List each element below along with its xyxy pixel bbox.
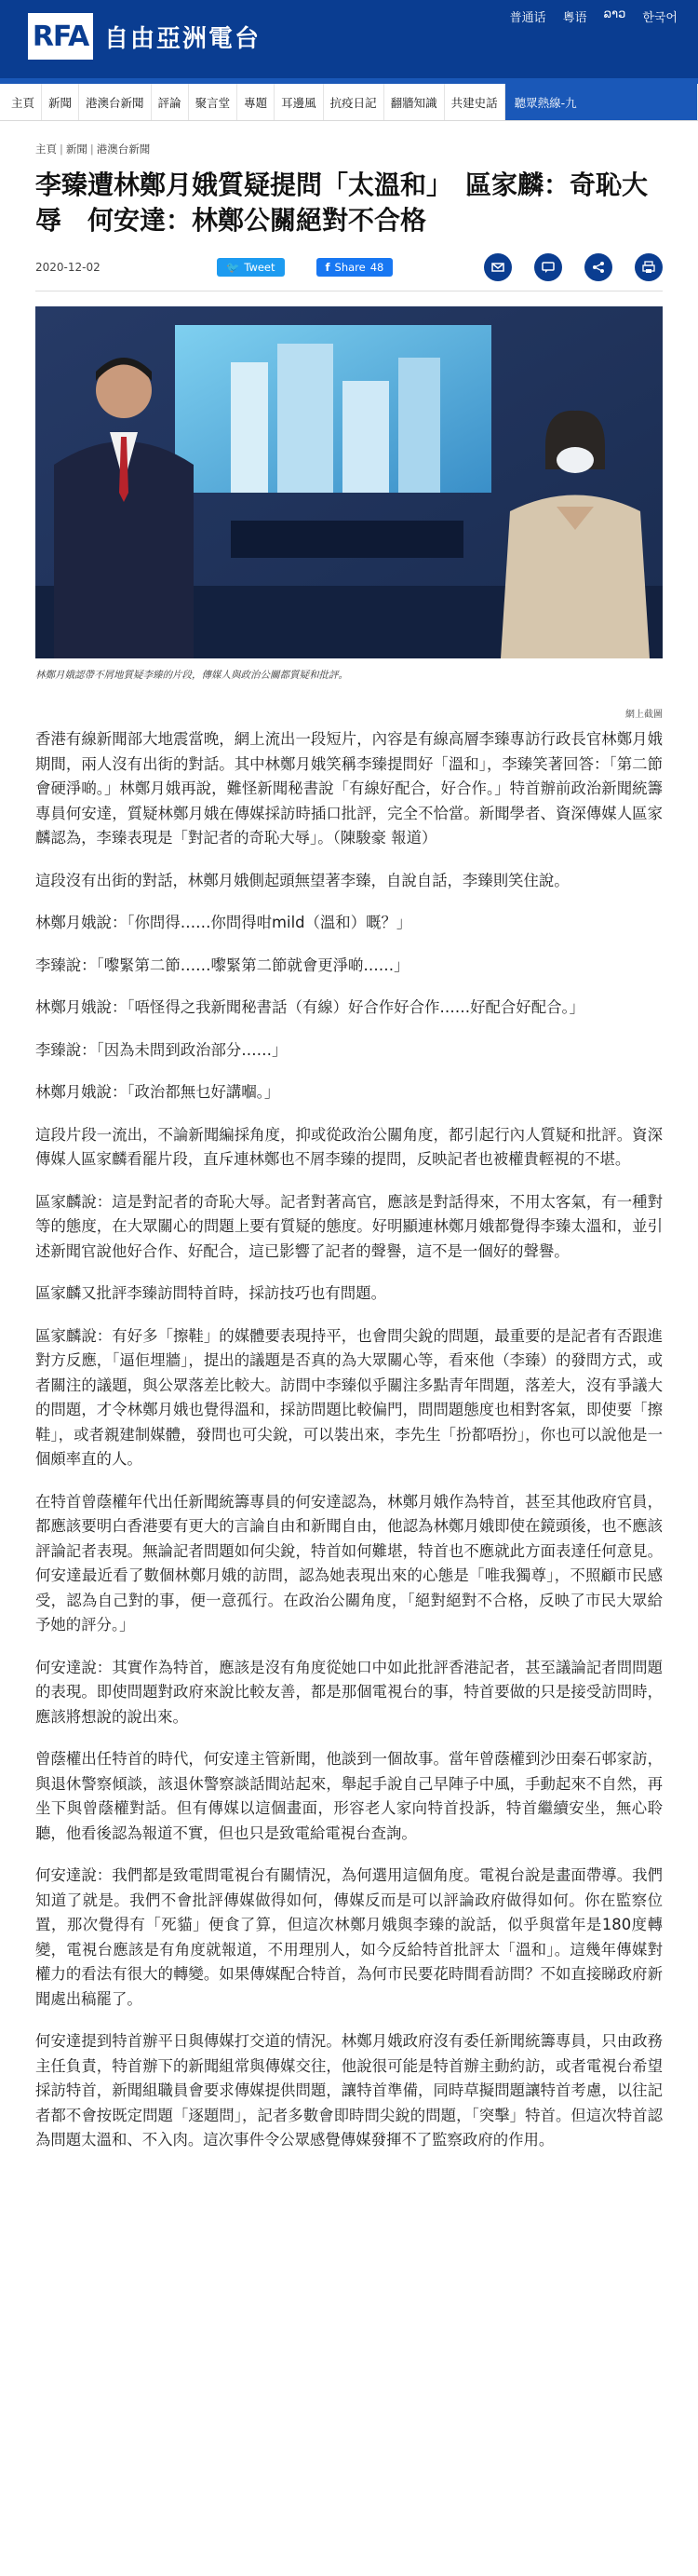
tweet-label: Tweet: [244, 261, 275, 274]
nav-item-hotline[interactable]: 聽眾熱線-九: [505, 84, 698, 120]
breadcrumb-hk-news[interactable]: 港澳台新聞: [96, 142, 151, 156]
paragraph: 區家麟說：這是對記者的奇恥大辱。記者對著高官，應該是對話得來，不用太客氣，有一種對等的態度，在大眾關心的問題上要有質疑的態度。好明顯連林鄭月娥都覺得李臻太溫和，並引述新聞官說他好合作、好配合，這已影響了記者的聲譽，這不是一個好的聲譽。: [35, 1192, 663, 1260]
nav-item-history[interactable]: 共建史話: [445, 84, 505, 120]
nav-item-firewall[interactable]: 翻牆知識: [384, 84, 445, 120]
lang-link-mandarin[interactable]: 普通话: [509, 11, 546, 25]
article-meta: [35, 251, 663, 283]
lang-link-cantonese[interactable]: 粵语: [562, 11, 587, 25]
main-nav: [0, 84, 698, 121]
breadcrumb-news[interactable]: 新聞: [65, 142, 87, 156]
nav-item-pandemic-diary[interactable]: 抗疫日記: [324, 84, 384, 120]
paragraph: 區家麟說：有好多「擦鞋」的媒體要表現持平，也會問尖銳的問題，最重要的是記者有否跟進對方反應，「逼佢埋牆」，提出的議題是否真的為大眾關心等，看來他（李臻）的發問方式，或者關注的議題，與公眾落差比較大。訪問中李臻似乎關注多點青年問題，落差大，沒有爭議大的問題，才令林鄭月娥也覺得溫和，採訪問題比較偏門，問問題態度也相對客氣，即使要「擦鞋」，或者親建制媒體，發問也可尖銳，可以裝出來，李先生「扮都唔扮」，你也可以說他是一個頗率直的人。: [35, 1326, 663, 1468]
logo-name: 自由亞洲電台: [104, 24, 262, 53]
facebook-icon: f: [325, 261, 330, 274]
paragraph: 李臻說：「因為未問到政治部分……」: [35, 1040, 288, 1059]
paragraph: 這段片段一流出，不論新聞編採角度，抑或從政治公關角度，都引起行內人質疑和批評。資深傳媒人區家麟看罷片段，直斥連林鄭也不屑李臻的提問，反映記者也被權貴輕視的不堪。: [35, 1125, 663, 1168]
paragraph: 區家麟又批評李臻訪問特首時，採訪技巧也有問題。: [35, 1284, 386, 1302]
share-count: 48: [369, 261, 384, 274]
comment-button[interactable]: [534, 253, 562, 281]
share-label: Share: [334, 261, 366, 274]
paragraph: 李臻說：「嚟緊第二節……嚟緊第二節就會更淨啲……」: [35, 956, 409, 974]
paragraph: 何安達提到特首辦平日與傳媒打交道的情況。林鄭月娥政府沒有委任新聞統籌專員，只由政務主任負責，特首辦下的新聞組常與傳媒交往，他說很可能是特首辦主動約訪，或者電視台希望採訪特首，新聞組職員會要求傳媒提供問題，讓特首準備，同時草擬問題讓特首考慮，以往記者都不會按既定問題「逐題問」，記者多數會即時問尖銳的問題，「突擊」特首。但這次特首認為問題太溫和、不入肉。這次事件令公眾感覺傳媒發揮不了監察政府的作用。: [35, 2032, 663, 2149]
paragraph: 這段沒有出街的對話，林鄭月娥側起頭無望著李臻，自說自話，李臻則笑住說。: [35, 871, 570, 889]
paragraph: 林鄭月娥說：「唔怪得之我新聞秘書話（有線）好合作好合作……好配合好配合。」: [35, 998, 585, 1016]
breadcrumb-separator: |: [89, 142, 94, 156]
publish-date: 2020-12-02: [35, 261, 101, 274]
breadcrumb-home[interactable]: 主頁: [35, 142, 57, 156]
paragraph: 何安達說：我們都是致電問電視台有關情況，為何選用這個角度。電視台說是畫面帶導。我們知道了就是。我們不會批評傳媒做得如何，傳媒反而是可以評論政府做得如何。你在監察位置，那次覺得有「死貓」便食了算，但這次林鄭月娥與李臻的說話，似乎與當年是180度轉變，電視台應該是有角度就報道，不用理別人，如今反給特首批評太「溫和」。這幾年傳媒對權力的看法有很大的轉變。如果傳媒配合特首，為何市民要花時間看訪問？不如直接睇政府新聞處出稿罷了。: [35, 1866, 663, 2008]
share-button[interactable]: [584, 253, 612, 281]
nav-item-features[interactable]: 專題: [237, 84, 275, 120]
paragraph: 林鄭月娥說：「政治都無乜好講嗰。」: [35, 1083, 280, 1101]
breadcrumb: [35, 142, 663, 156]
paragraph: 在特首曾蔭權年代出任新聞統籌專員的何安達認為，林鄭月娥作為特首，甚至其他政府官員，都應該要明白香港要有更大的言論自由和新聞自由，他認為林鄭月娥即使在鏡頭後，也不應該評論記者表現。無論記者問題如何尖銳，特首如何難堪，特首也不應就此方面表達任何意見。何安達最近看了數個林鄭月娥的訪問，認為她表現出來的心態是「唯我獨尊」，不照顧市民感受，認為自己對的事，便一意孤行。在政治公關角度，「絕對絕對不合格，反映了市民大眾給予她的評分。」: [35, 1492, 663, 1634]
article-body: [35, 727, 663, 2208]
article: [0, 142, 698, 2208]
nav-item-earside[interactable]: 耳邊風: [275, 84, 324, 120]
nav-item-forum[interactable]: 聚言堂: [189, 84, 238, 120]
language-links: [510, 7, 678, 25]
breadcrumb-separator: |: [60, 142, 63, 156]
share-icon: [591, 260, 606, 275]
nav-item-news[interactable]: 新聞: [42, 84, 79, 120]
nav-item-commentary[interactable]: 評論: [152, 84, 189, 120]
lang-link-korean[interactable]: 한국어: [642, 11, 678, 25]
paragraph: 曾蔭權出任特首的時代，何安達主管新聞，他談到一個故事。當年曾蔭權到沙田秦石邨家訪，與退休警察傾談，該退休警察談話間站起來，舉起手說自己早陣子中風，手動起來不自然，再坐下與曾蔭權對話。但有傳媒以這個畫面，形容老人家向特首投訴，特首繼續安坐，無心聆聽，他看後認為報道不實，但也只是致電給電視台查詢。: [35, 1750, 663, 1842]
interview-photo: [35, 306, 663, 658]
article-photo: [35, 306, 663, 658]
article-tools: [484, 253, 663, 281]
nav-item-hk-macau-taiwan[interactable]: 港澳台新聞: [79, 84, 152, 120]
logo-mark: RFA: [28, 13, 93, 60]
email-icon: [490, 260, 505, 275]
paragraph: 何安達說：其實作為特首，應該是沒有角度從她口中如此批評香港記者，甚至議論記者問問題的表現。即使問題對政府來說比較友善，都是那個電視台的事，特首要做的只是接受訪問時，應該將想說的說出來。: [35, 1658, 663, 1726]
email-button[interactable]: [484, 253, 512, 281]
facebook-share-button[interactable]: [316, 258, 394, 277]
print-button[interactable]: [635, 253, 663, 281]
print-icon: [641, 260, 656, 275]
article-title: 李臻遭林鄭月娥質疑提問「太溫和」 區家麟：奇恥大辱 何安達：林鄭公關絕對不合格: [35, 169, 649, 236]
paragraph: 林鄭月娥說：「你問得……你問得咁mild（溫和）嘅？」: [35, 914, 412, 931]
tweet-button[interactable]: [217, 258, 285, 277]
twitter-icon: 🐦: [226, 261, 240, 274]
photo-credit: 網上截圖: [625, 710, 663, 720]
comment-icon: [541, 260, 556, 275]
paragraph: 香港有線新聞部大地震當晚，網上流出一段短片，內容是有線高層李臻專訪行政長官林鄭月娥期間，兩人沒有出街的對話。其中林鄭月娥笑稱李臻提問好「溫和」，李臻笑著回答：「第二節會硬淨啲。」林鄭月娥再說，難怪新聞秘書說「有線好配合，好合作。」特首辦前政治新聞統籌專員何安達，質疑林鄭月娥在傳媒採訪時插口批評，完全不恰當。新聞學者、資深傳媒人區家麟認為，李臻表現是「對記者的奇恥大辱」。（陳駿豪 報道）: [35, 730, 663, 847]
nav-item-home[interactable]: 主頁: [0, 84, 42, 120]
photo-caption: 林鄭月娥認帶不屑地質疑李臻的片段，傳媒人與政治公關都質疑和批評。: [35, 670, 348, 681]
lang-link-lao[interactable]: ລາວ: [603, 7, 626, 21]
site-header: [0, 0, 698, 84]
site-logo[interactable]: [28, 13, 261, 60]
